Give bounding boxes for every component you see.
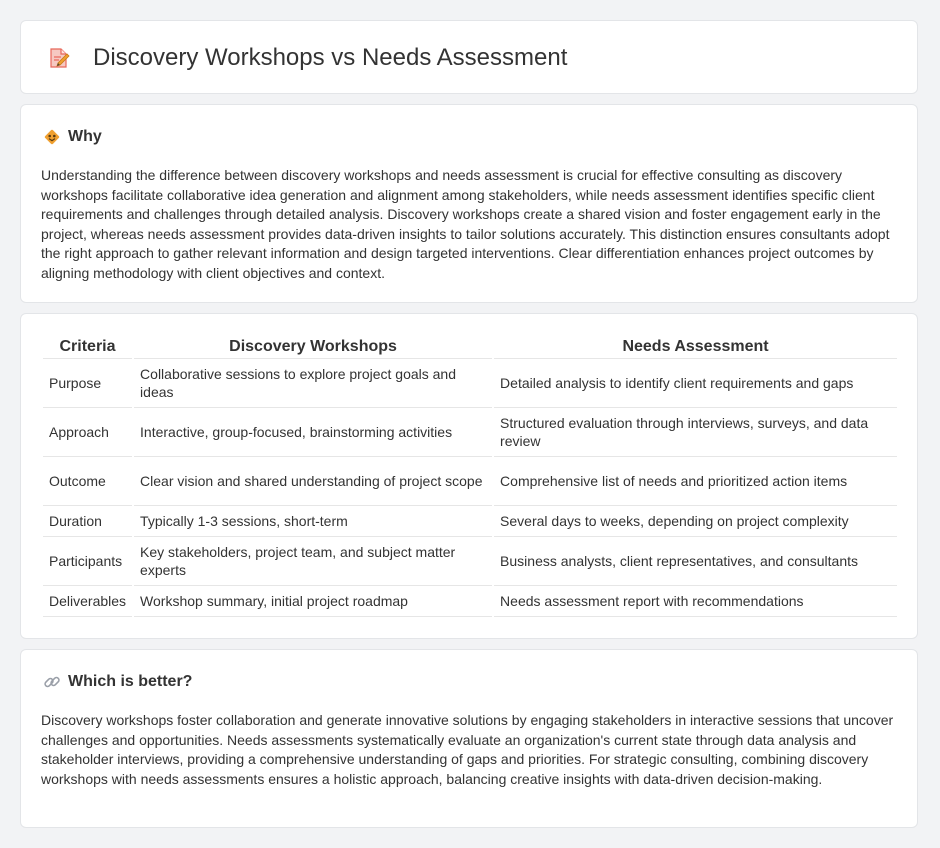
better-text: Discovery workshops foster collaboration and generate innovative solutions by engaging stakeholders in interactive sessions that uncover challenges and opportunities. Needs assessments systematically evaluate an organization's current state through data analysis and stakeholder interviews, providing a comprehensive understanding of gaps and priorities. For strategic consulting, combining discovery workshops with needs assessments ensures a holistic approach, balancing creative insights with data-driven decision-making. bbox=[41, 712, 894, 787]
why-section bbox=[20, 104, 918, 303]
discovery-cell: Interactive, group-focused, brainstorming activities bbox=[134, 408, 492, 457]
discovery-cell: Workshop summary, initial project roadmap bbox=[134, 586, 492, 617]
better-heading-row bbox=[43, 672, 192, 692]
criteria-cell: Participants bbox=[43, 537, 132, 586]
discovery-cell: Clear vision and shared understanding of project scope bbox=[134, 457, 492, 506]
criteria-cell: Approach bbox=[43, 408, 132, 457]
why-text: Understanding the difference between discovery workshops and needs assessment is crucial for effective consulting as discovery workshops facilitate collaborative idea generation and alignment among stakeholders, while needs assessment identifies specific client requirements and challenges through detailed analysis. Discovery workshops create a shared vision and foster engagement early in the project, whereas needs assessment provides data-driven insights to tailor solutions accurately. This distinction ensures consultants adopt the right approach to gather relevant information and design targeted interventions. Clear differentiation enhances project outcomes by aligning methodology with client objectives and context. bbox=[41, 167, 890, 281]
table-row bbox=[43, 537, 897, 586]
table-row bbox=[43, 586, 897, 617]
title-row bbox=[47, 43, 567, 73]
comparison-table bbox=[41, 336, 899, 617]
comparison-section bbox=[20, 313, 918, 639]
criteria-cell: Outcome bbox=[43, 457, 132, 506]
page-title: Discovery Workshops vs Needs Assessment bbox=[93, 44, 568, 71]
criteria-cell: Deliverables bbox=[43, 586, 132, 617]
table-row bbox=[43, 408, 897, 457]
discovery-cell: Key stakeholders, project team, and subject matter experts bbox=[134, 537, 492, 586]
criteria-cell: Purpose bbox=[43, 359, 132, 408]
link-icon bbox=[43, 673, 61, 691]
table-header-row bbox=[43, 336, 897, 359]
column-header-criteria: Criteria bbox=[43, 336, 132, 359]
criteria-cell: Duration bbox=[43, 506, 132, 537]
table-row bbox=[43, 359, 897, 408]
better-section bbox=[20, 649, 918, 828]
needs-cell: Needs assessment report with recommendations bbox=[494, 586, 897, 617]
needs-cell: Several days to weeks, depending on project complexity bbox=[494, 506, 897, 537]
needs-cell: Comprehensive list of needs and prioritized action items bbox=[494, 457, 897, 506]
needs-cell: Structured evaluation through interviews, surveys, and data review bbox=[494, 408, 897, 457]
column-header-discovery: Discovery Workshops bbox=[134, 336, 492, 359]
column-header-needs: Needs Assessment bbox=[494, 336, 897, 359]
table-row bbox=[43, 506, 897, 537]
needs-cell: Business analysts, client representatives, and consultants bbox=[494, 537, 897, 586]
pencil-document-icon bbox=[47, 46, 71, 70]
discovery-cell: Typically 1-3 sessions, short-term bbox=[134, 506, 492, 537]
title-card bbox=[20, 20, 918, 94]
table-row bbox=[43, 457, 897, 506]
why-heading: Why bbox=[68, 128, 102, 145]
needs-cell: Detailed analysis to identify client requirements and gaps bbox=[494, 359, 897, 408]
diamond-sign-icon bbox=[43, 128, 61, 146]
discovery-cell: Collaborative sessions to explore project goals and ideas bbox=[134, 359, 492, 408]
better-heading: Which is better? bbox=[68, 673, 193, 690]
why-heading-row bbox=[43, 127, 102, 147]
